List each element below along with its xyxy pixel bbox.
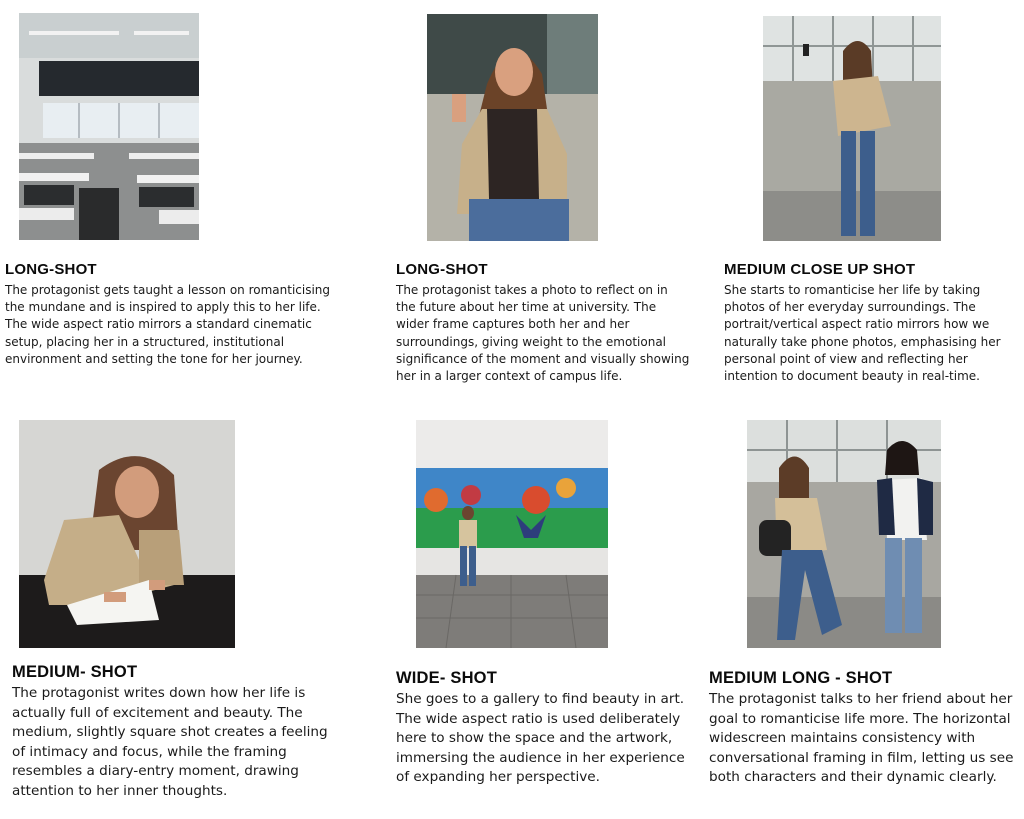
phone-photo-photo: [763, 16, 941, 241]
shot-description: The protagonist writes down how her life is actually full of excitement and beauty. The medium, slightly square shot creates a feeling of intimacy and focus, while the framing resembles a diary-entry moment, drawing attention to her inner thoughts.: [12, 685, 328, 799]
shot-description: She starts to romanticise her life by taking photos of her everyday surroundings. The portrait/vertical aspect ratio mirrors how we naturally take phone photos, emphasising her personal point of view and reflecting her intention to document beauty in real-time.: [724, 283, 1001, 384]
shot-description: The protagonist talks to her friend about her goal to romanticise life more. The horizontal widescreen maintains consistency with conversational framing in film, letting us see both characters and their dynamic clearly.: [709, 691, 1014, 786]
shot-heading: LONG-SHOT: [396, 261, 488, 278]
shot-description: The protagonist gets taught a lesson on romanticising the mundane and is inspired to apply this to her life. The wide aspect ratio mirrors a standard cinematic setup, placing her in a structured, institutional environment and setting the tone for her journey.: [5, 283, 331, 366]
shot-heading: MEDIUM LONG - SHOT: [709, 669, 893, 687]
gallery-mural-photo: [416, 420, 608, 648]
caption-4: [12, 663, 342, 802]
caption-5: [396, 669, 686, 788]
classroom-photo: [19, 13, 199, 240]
writing-notebook-photo: [19, 420, 235, 648]
caption-2: [396, 261, 691, 385]
friends-talking-photo: [747, 420, 941, 648]
caption-6: [709, 669, 1017, 788]
shot-heading: WIDE- SHOT: [396, 669, 497, 687]
campus-selfie-photo: [427, 14, 598, 241]
shot-description: The protagonist takes a photo to reflect on in the future about her time at university. The wider frame captures both her and her surroundings, giving weight to the emotional significance of the moment and visually showing her in a larger context of campus life.: [396, 283, 690, 384]
caption-1: [5, 261, 345, 368]
caption-3: [724, 261, 1016, 385]
shot-heading: MEDIUM CLOSE UP SHOT: [724, 261, 916, 278]
shot-heading: LONG-SHOT: [5, 261, 97, 278]
shot-description: She goes to a gallery to find beauty in art. The wide aspect ratio is used deliberately here to show the space and the artwork, immersing the audience in her experience of expanding her perspective.: [396, 691, 685, 786]
shot-heading: MEDIUM- SHOT: [12, 663, 138, 681]
